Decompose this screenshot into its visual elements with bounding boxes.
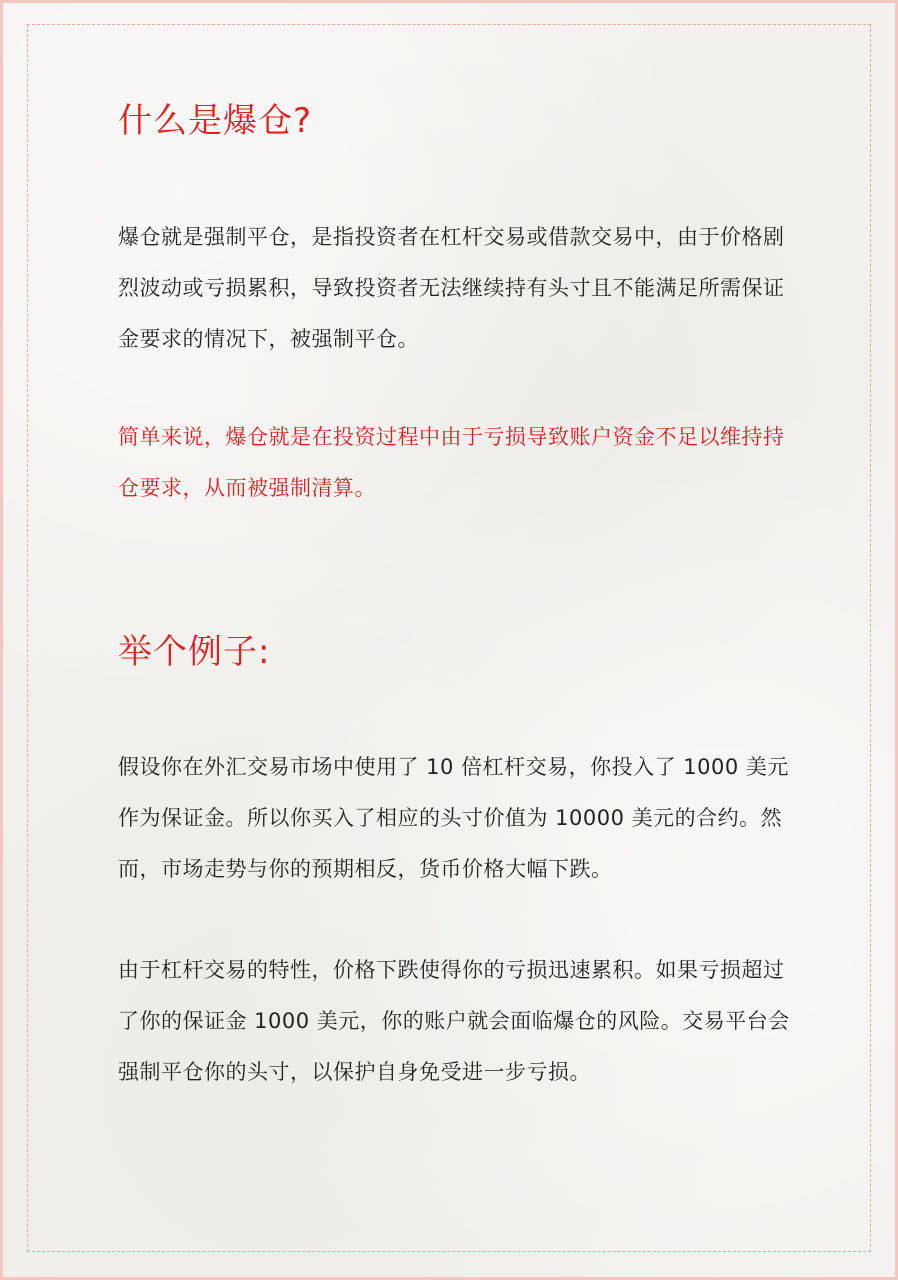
example-paragraph-1: 假设你在外汇交易市场中使用了 10 倍杠杆交易，你投入了 1000 美元作为保证金。所以你买入了相应的头寸价值为 10000 美元的合约。然而，市场走势与你的预期相反，货币价格大幅下跌。: [118, 755, 789, 881]
definition-paragraph: 爆仓就是强制平仓，是指投资者在杠杆交易或借款交易中，由于价格剧烈波动或亏损累积，导致投资者无法继续持有头寸且不能满足所需保证金要求的情况下，被强制平仓。: [118, 225, 785, 351]
section-heading-what-is-liquidation: 什么是爆仓?: [118, 101, 313, 141]
section-heading-example: 举个例子:: [118, 632, 271, 672]
summary-highlight-paragraph: 简单来说，爆仓就是在投资过程中由于亏损导致账户资金不足以维持持仓要求，从而被强制清算。: [118, 425, 785, 500]
example-paragraph-2: 由于杠杆交易的特性，价格下跌使得你的亏损迅速累积。如果亏损超过了你的保证金 1000 美元，你的账户就会面临爆仓的风险。交易平台会强制平仓你的头寸，以保护自身免受进一步亏损。: [118, 958, 790, 1084]
